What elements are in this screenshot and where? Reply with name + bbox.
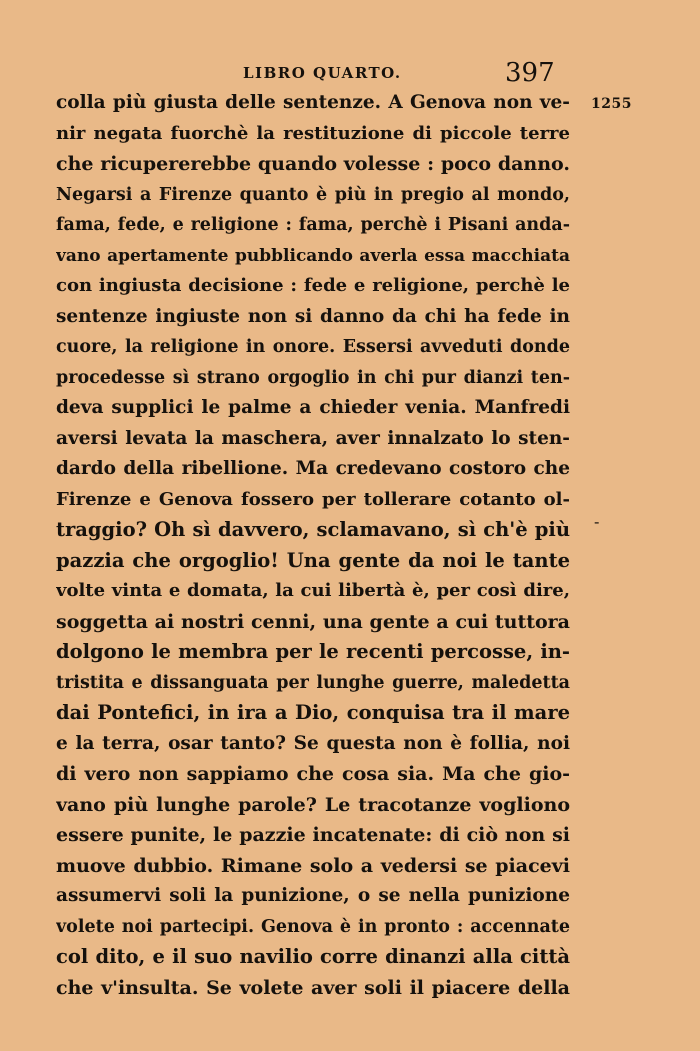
text-line: volte vinta e domata, la cui libertà è, per così dire,	[56, 580, 570, 601]
text-line: e la terra, osar tanto? Se questa non è follia, noi	[56, 732, 570, 754]
text-line: che ricupererebbe quando volesse : poco danno.	[56, 153, 570, 175]
text-line: assumervi soli la punizione, o se nella punizione	[56, 885, 570, 906]
margin-year: 1255	[591, 96, 632, 112]
text-line: dai Pontefici, in ira a Dio, conquisa tra il mare	[56, 701, 570, 724]
text-line: fama, fede, e religione : fama, perchè i Pisani anda-	[56, 215, 570, 235]
text-line: sentenze ingiuste non si danno da chi ha fede in	[56, 305, 570, 327]
text-line: aversi levata la maschera, aver innalzato lo sten-	[56, 427, 570, 449]
running-title: LIBRO QUARTO.	[243, 64, 402, 82]
text-line: dardo della ribellione. Ma credevano costoro che	[56, 458, 570, 479]
text-line: volete noi partecipi. Genova è in pronto : accennate	[56, 916, 570, 937]
text-line: deva supplici le palme a chieder venia. Manfredi	[56, 397, 570, 418]
text-line: col dito, e il suo navilio corre dinanzi alla città	[56, 945, 570, 968]
body-text	[56, 88, 570, 1003]
text-line: muove dubbio. Rimane solo a vedersi se piacevi	[56, 854, 570, 877]
text-line: colla più giusta delle sentenze. A Genova non ve-	[56, 92, 570, 113]
text-line: con ingiusta decisione : fede e religione, perchè le	[56, 275, 570, 296]
text-line: soggetta ai nostri cenni, una gente a cui tuttora	[56, 610, 570, 633]
text-line: traggio? Oh sì davvero, sclamavano, sì ch'è più	[56, 518, 570, 541]
page-number: 397	[505, 58, 555, 88]
text-line: cuore, la religione in onore. Essersi avveduti donde	[56, 337, 570, 357]
text-line: Firenze e Genova fossero per tollerare cotanto ol-	[56, 488, 570, 510]
text-line: pazzia che orgoglio! Una gente da noi le tante	[56, 548, 570, 572]
margin-mark: -	[594, 512, 600, 531]
text-line: vano più lunghe parole? Le tracotanze vogliono	[56, 793, 570, 816]
text-line: dolgono le membra per le recenti percosse, in-	[56, 640, 570, 663]
text-line: Negarsi a Firenze quanto è più in pregio al mondo,	[56, 184, 570, 205]
page-header	[0, 58, 700, 88]
text-line: procedesse sì strano orgoglio in chi pur dianzi ten-	[56, 367, 570, 388]
text-line: nir negata fuorchè la restituzione di piccole terre	[56, 122, 570, 144]
text-line: tristita e dissanguata per lunghe guerre, maledetta	[56, 672, 570, 693]
text-line: vano apertamente pubblicando averla essa macchiata	[56, 245, 570, 266]
text-line: di vero non sappiamo che cosa sia. Ma che gio-	[56, 763, 570, 785]
text-line: essere punite, le pazzie incatenate: di ciò non si	[56, 824, 570, 846]
text-line: che v'insulta. Se volete aver soli il piacere della	[56, 976, 570, 999]
